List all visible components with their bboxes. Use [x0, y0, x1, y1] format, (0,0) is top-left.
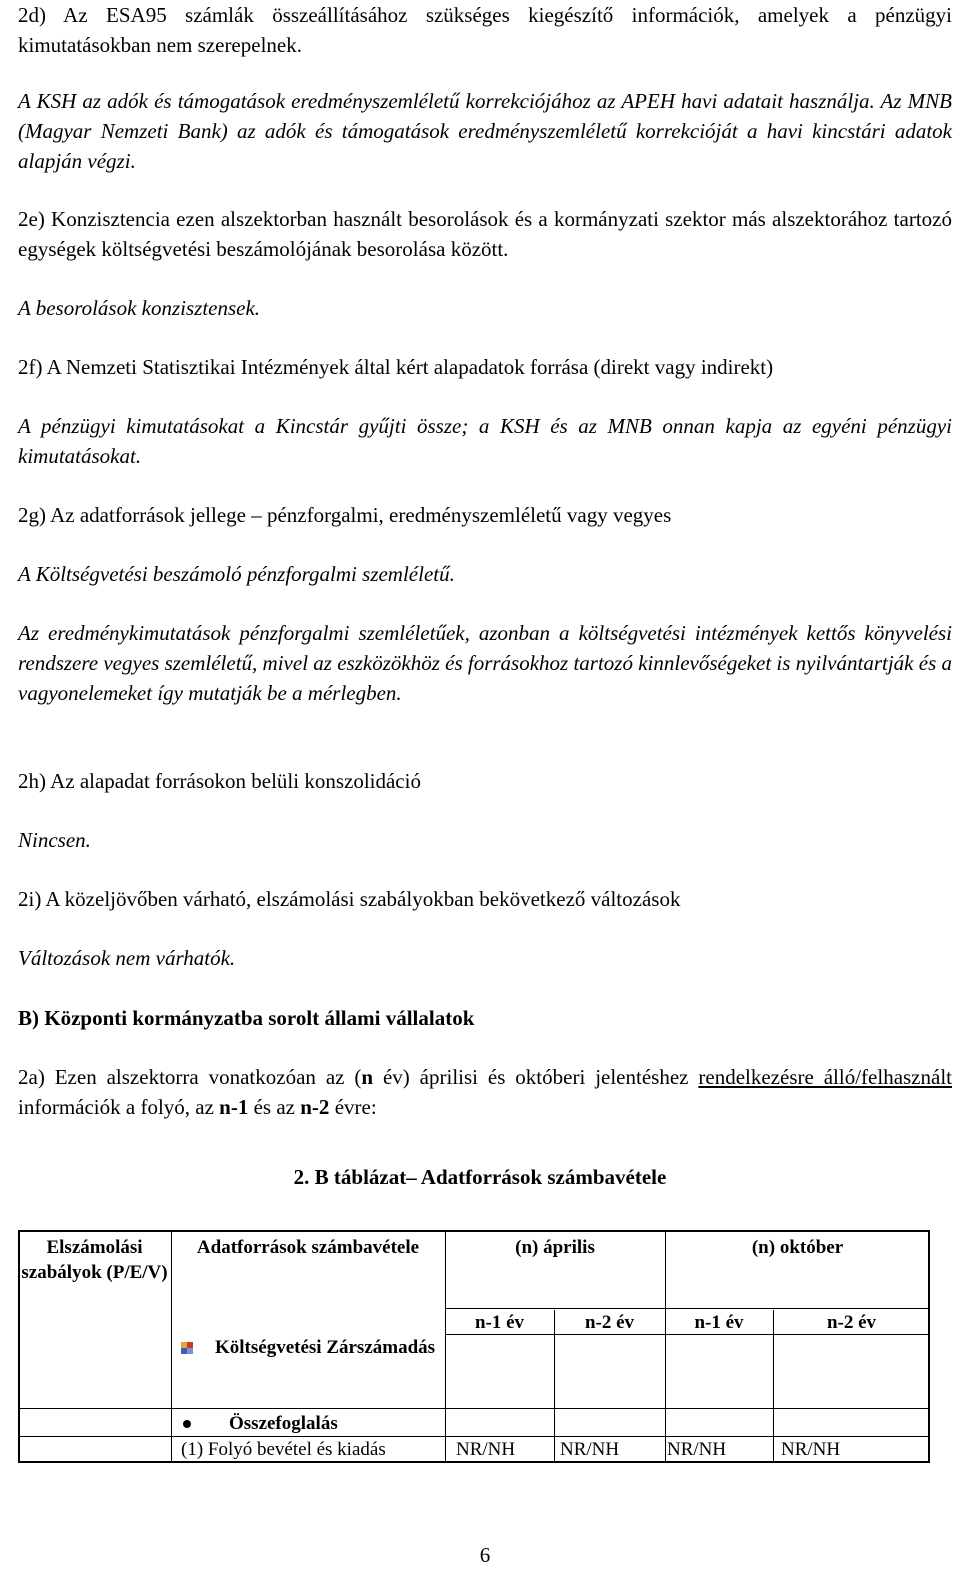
data-sources-table	[18, 1230, 930, 1463]
row-budget-settlement	[181, 1335, 441, 1360]
paragraph-2f-answer: A pénzügyi kimutatásokat a Kincstár gyűjti össze; a KSH és az MNB onnan kapja az egyéni pénzügyi kimutatásokat.	[18, 414, 952, 468]
col-header-rules: Elszámolási szabályok (P/E/V)	[21, 1237, 168, 1283]
subheader-n2-april: n-2 év	[584, 1312, 635, 1333]
p2a-mid1: év) áprilisi és októberi jelentéshez	[373, 1065, 699, 1089]
row-income-april-n2: NR/NH	[560, 1439, 620, 1460]
row-income-october-n1: NR/NH	[667, 1439, 727, 1460]
paragraph-2h: 2h) Az alapadat forrásokon belüli konszolidáció	[18, 769, 421, 793]
paragraph-2d: 2d) Az ESA95 számlák összeállításához szükséges kiegészítő információk, amelyek a pénzügyi kimutatásokban nem szerepelnek.	[18, 3, 952, 57]
col-header-sources: Adatforrások számbavétele	[196, 1237, 420, 1258]
row-summary-label: Összefoglalás	[229, 1413, 338, 1434]
row-income-april-n1: NR/NH	[456, 1439, 516, 1460]
col-header-october: (n) október	[751, 1237, 844, 1258]
table-vline	[171, 1230, 172, 1463]
p2a-n: n	[361, 1065, 374, 1089]
paragraph-2d-note	[18, 86, 952, 176]
paragraph-2a	[18, 1062, 952, 1122]
paragraph-2g-answer-1: A Költségvetési beszámoló pénzforgalmi szemléletű.	[18, 562, 455, 586]
row-budget-settlement-label: Költségvetési Zárszámadás	[215, 1337, 436, 1358]
p2a-underlined: rendelkezésre álló/felhasznált	[698, 1065, 952, 1089]
p2a-n1: n-1	[219, 1095, 249, 1119]
paragraph-2g-answer-2: Az eredménykimutatások pénzforgalmi szemléletűek, azonban a költségvetési intézmények kettős könyvelési rendszere vegyes szemléletű, mivel az eszközökhöz és forrásokhoz tartozó kinnlevőségeket is nyilvántartják és a vagyonelemeket így mutatják be a mérlegben.	[18, 621, 952, 705]
section-b-heading: B) Központi kormányzatba sorolt állami vállalatok	[18, 1006, 475, 1030]
row-income-october-n2: NR/NH	[781, 1439, 841, 1460]
row-summary	[181, 1411, 441, 1436]
p2a-mid3: és az	[248, 1095, 301, 1119]
col-header-april: (n) április	[515, 1237, 595, 1258]
note-mnb: Az MNB (Magyar Nemzeti Bank) az adók és támogatások eredményszemléletű korrekcióját a havi kincstári adatok alapján végzi.	[18, 89, 952, 173]
paragraph-2f: 2f) A Nemzeti Statisztikai Intézmények által kért alapadatok forrása (direkt vagy indirekt)	[18, 355, 774, 379]
paragraph-2i: 2i) A közeljövőben várható, elszámolási szabályokban bekövetkező változások	[18, 887, 681, 911]
p2a-n2: n-2	[300, 1095, 330, 1119]
paragraph-2g: 2g) Az adatforrások jellege – pénzforgalmi, eredményszemléletű vagy vegyes	[18, 503, 672, 527]
paragraph-2i-answer: Változások nem várhatók.	[18, 946, 236, 970]
paragraph-2h-answer: Nincsen.	[18, 828, 91, 852]
paragraph-2e-answer: A besorolások konzisztensek.	[18, 296, 261, 320]
page-number: 6	[479, 1543, 491, 1567]
paragraph-2e: 2e) Konzisztencia ezen alszektorban használt besorolások és a kormányzati szektor más alszektorához tartozó egységek költségvetési beszámolójának besorolása között.	[18, 207, 952, 261]
bullet-icon	[183, 1420, 191, 1428]
arrow-bullet-icon	[181, 1342, 193, 1354]
p2a-pre: 2a) Ezen alszektorra vonatkozóan az (	[18, 1065, 362, 1089]
table-title: 2. B táblázat– Adatforrások számbavétele	[293, 1165, 667, 1189]
note-ksh: A KSH az adók és támogatások eredményszemléletű korrekciójához az APEH havi adatait használja.	[18, 89, 875, 113]
subheader-n2-october: n-2 év	[826, 1312, 877, 1333]
subheader-n1-october: n-1 év	[694, 1312, 744, 1333]
row-income-label: (1) Folyó bevétel és kiadás	[181, 1439, 386, 1460]
table-hline	[445, 1308, 930, 1309]
subheader-n1-april: n-1 év	[474, 1312, 525, 1333]
p2a-mid2: információk a folyó, az	[18, 1095, 220, 1119]
p2a-end: évre:	[329, 1095, 377, 1119]
table-vline	[445, 1230, 446, 1463]
table-vline	[665, 1230, 666, 1463]
table-hline	[18, 1408, 930, 1409]
